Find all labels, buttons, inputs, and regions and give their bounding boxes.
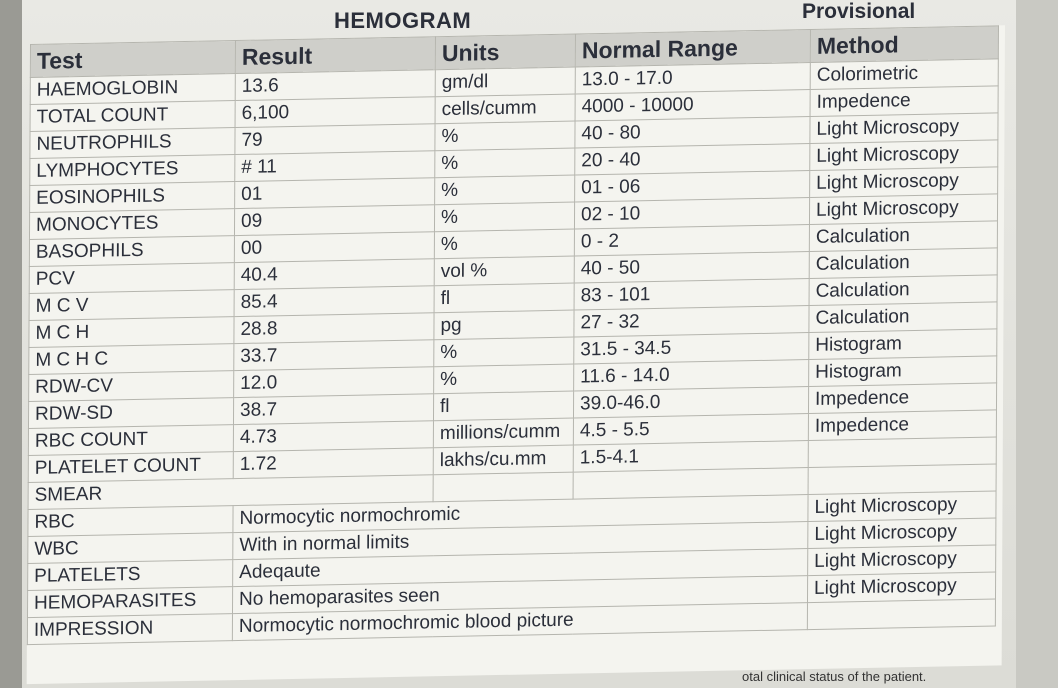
test-result: 09 <box>234 205 434 236</box>
column-header-units: Units <box>435 34 575 70</box>
test-name: M C V <box>29 290 234 321</box>
test-normal-range: 20 - 40 <box>575 144 810 176</box>
test-units: pg <box>434 310 574 340</box>
smear-test: IMPRESSION <box>27 614 232 645</box>
report-status: Provisional <box>802 0 916 23</box>
test-name: HAEMOGLOBIN <box>30 74 235 105</box>
report-footnote: otal clinical status of the patient. <box>742 669 927 684</box>
test-name: M C H C <box>29 344 234 375</box>
test-units: % <box>434 337 574 367</box>
report-title: HEMOGRAM <box>334 8 472 33</box>
test-normal-range: 4000 - 10000 <box>575 90 810 122</box>
test-units: % <box>434 364 574 394</box>
test-result: 40.4 <box>234 259 434 290</box>
hemogram-table <box>27 25 999 645</box>
test-name: RDW-SD <box>28 398 233 429</box>
column-header-method: Method <box>810 26 998 63</box>
smear-result: With in normal limits <box>233 522 808 560</box>
test-units: fl <box>433 391 573 421</box>
test-method: Histogram <box>809 356 997 387</box>
monitor-bezel <box>0 0 22 688</box>
smear-method <box>807 599 995 630</box>
test-normal-range: 27 - 32 <box>574 306 809 338</box>
test-normal-range: 13.0 - 17.0 <box>575 63 810 95</box>
test-name: M C H <box>29 317 234 348</box>
test-name: PLATELET COUNT <box>28 452 233 483</box>
test-method: Light Microscopy <box>810 140 998 171</box>
test-normal-range: 4.5 - 5.5 <box>573 414 808 446</box>
test-units: % <box>434 229 574 259</box>
test-normal-range: 11.6 - 14.0 <box>574 360 809 392</box>
test-method: Colorimetric <box>810 59 998 90</box>
test-name: BASOPHILS <box>29 236 234 267</box>
column-header-normal-range: Normal Range <box>575 30 810 68</box>
smear-result: Normocytic normochromic <box>233 495 808 533</box>
test-name: TOTAL COUNT <box>30 101 235 132</box>
smear-test: HEMOPARASITES <box>27 587 232 618</box>
test-name: LYMPHOCYTES <box>30 155 235 186</box>
test-result: # 11 <box>235 151 435 182</box>
report-sheet <box>27 25 1005 684</box>
test-result: 28.8 <box>234 313 434 344</box>
test-method: Calculation <box>809 275 997 306</box>
test-method: Impedence <box>808 410 996 441</box>
column-header-result: Result <box>235 37 435 74</box>
test-result: 00 <box>234 232 434 263</box>
smear-heading: SMEAR <box>28 475 433 510</box>
test-method: Histogram <box>809 329 997 360</box>
test-units: lakhs/cu.mm <box>433 445 573 475</box>
test-units: % <box>434 202 574 232</box>
test-normal-range: 40 - 80 <box>575 117 810 149</box>
test-method: Calculation <box>809 248 997 279</box>
smear-test: RBC <box>28 506 233 537</box>
test-units: cells/cumm <box>435 94 575 124</box>
test-result: 85.4 <box>234 286 434 317</box>
smear-result: No hemoparasites seen <box>232 576 807 614</box>
test-method: Impedence <box>810 86 998 117</box>
monitor-bezel-right <box>1016 0 1058 688</box>
test-result: 33.7 <box>234 340 434 371</box>
test-method: Calculation <box>809 221 997 252</box>
test-name: NEUTROPHILS <box>30 128 235 159</box>
test-method: Light Microscopy <box>810 113 998 144</box>
test-name: PCV <box>29 263 234 294</box>
test-result: 4.73 <box>233 421 433 452</box>
test-units: fl <box>434 283 574 313</box>
smear-test: WBC <box>28 533 233 564</box>
column-header-test: Test <box>30 41 235 78</box>
smear-result: Normocytic normochromic blood picture <box>232 603 807 641</box>
test-method: Calculation <box>809 302 997 333</box>
test-normal-range: 83 - 101 <box>574 279 809 311</box>
smear-result: Adeqaute <box>233 549 808 587</box>
test-normal-range: 1.5-4.1 <box>573 441 808 473</box>
test-name: EOSINOPHILS <box>30 182 235 213</box>
test-units: % <box>435 121 575 151</box>
smear-test: PLATELETS <box>28 560 233 591</box>
test-result: 79 <box>235 124 435 155</box>
test-units: millions/cumm <box>433 418 573 448</box>
test-normal-range: 39.0-46.0 <box>573 387 808 419</box>
test-method: Light Microscopy <box>809 194 997 225</box>
smear-empty-cell <box>808 464 996 495</box>
smear-method: Light Microscopy <box>807 572 995 603</box>
test-units: % <box>435 148 575 178</box>
test-result: 38.7 <box>233 394 433 425</box>
test-units: % <box>435 175 575 205</box>
test-result: 6,100 <box>235 97 435 128</box>
test-units: gm/dl <box>435 67 575 97</box>
test-normal-range: 40 - 50 <box>574 252 809 284</box>
test-normal-range: 01 - 06 <box>575 171 810 203</box>
test-result: 13.6 <box>235 70 435 101</box>
test-result: 12.0 <box>234 367 434 398</box>
test-normal-range: 31.5 - 34.5 <box>574 333 809 365</box>
smear-method: Light Microscopy <box>808 545 996 576</box>
smear-method: Light Microscopy <box>808 491 996 522</box>
test-method: Impedence <box>808 383 996 414</box>
test-units: vol % <box>434 256 574 286</box>
test-method: Light Microscopy <box>810 167 998 198</box>
test-result: 01 <box>235 178 435 209</box>
smear-method: Light Microscopy <box>808 518 996 549</box>
smear-empty-cell <box>433 472 573 502</box>
test-normal-range: 02 - 10 <box>574 198 809 230</box>
test-name: MONOCYTES <box>29 209 234 240</box>
test-name: RBC COUNT <box>28 425 233 456</box>
test-name: RDW-CV <box>29 371 234 402</box>
test-normal-range: 0 - 2 <box>574 225 809 257</box>
test-method <box>808 437 996 468</box>
test-result: 1.72 <box>233 448 433 479</box>
